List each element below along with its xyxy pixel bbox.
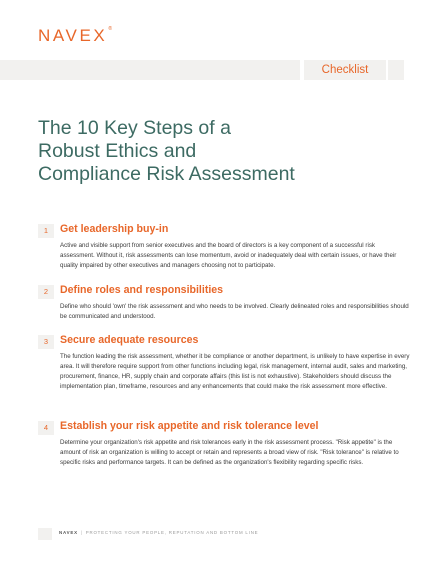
footer-text (59, 530, 258, 535)
document-type-label: Checklist (321, 64, 369, 76)
step-heading: Secure adequate resources (60, 334, 199, 346)
logo-text: NAVEX (38, 26, 108, 45)
footer-tagline: PROTECTING YOUR PEOPLE, REPUTATION AND BOTTOM LINE (85, 530, 259, 535)
step-heading: Define roles and responsibilities (60, 284, 224, 296)
footer-separator: | (80, 530, 83, 535)
page-title: The 10 Key Steps of a Robust Ethics and Compliance Risk Assessment (38, 117, 295, 185)
step-number: 4 (38, 421, 54, 435)
step-heading: Establish your risk appetite and risk tolerance level (60, 420, 319, 432)
header-band (0, 60, 443, 80)
step-number: 3 (38, 335, 54, 349)
logo-trademark: ® (108, 26, 113, 32)
step-number: 2 (38, 285, 54, 299)
step-body: Determine your organization's risk appetite and risk tolerances early in the risk assessment process. "Risk appetite" is the amount of risk an organization is willing to accept or retain and represents a broad view of risk. "Risk tolerance" is relative to specific risks and performance targets. It can be defined as the organization's flexibility regarding specific risks. (60, 439, 399, 466)
step-body: The function leading the risk assessment, whether it be compliance or another department, is unlikely to have expertise in every area. It will therefore require support from other functions including legal, risk management, internal audit, sales and marketing, procurement, finance, HR, supply chain and corporate affairs (this list is not exhaustive). Stakeholders should discuss the implementation plan, timeframe, resources and any enhancements that could make the risk assessment more effective. (60, 353, 410, 390)
step-heading: Get leadership buy-in (60, 223, 169, 235)
step-body: Define who should 'own' the risk assessment and who needs to be involved. Clearly delineated roles and responsibilities should be communicated and understood. (60, 303, 409, 320)
footer-brand: NAVEX (59, 530, 78, 535)
navex-logo (38, 26, 112, 46)
footer-page-box (38, 528, 52, 540)
band-segment-right (388, 60, 404, 80)
band-segment-left (0, 60, 300, 80)
step-body: Active and visible support from senior executives and the board of directors is a key component of a successful risk assessment. Without it, risk assessments can lose momentum, avoid or inadequately deal with certain issues, or have their quality impaired by other executives and managers choosing not to participate. (60, 242, 397, 269)
step-number: 1 (38, 224, 54, 238)
